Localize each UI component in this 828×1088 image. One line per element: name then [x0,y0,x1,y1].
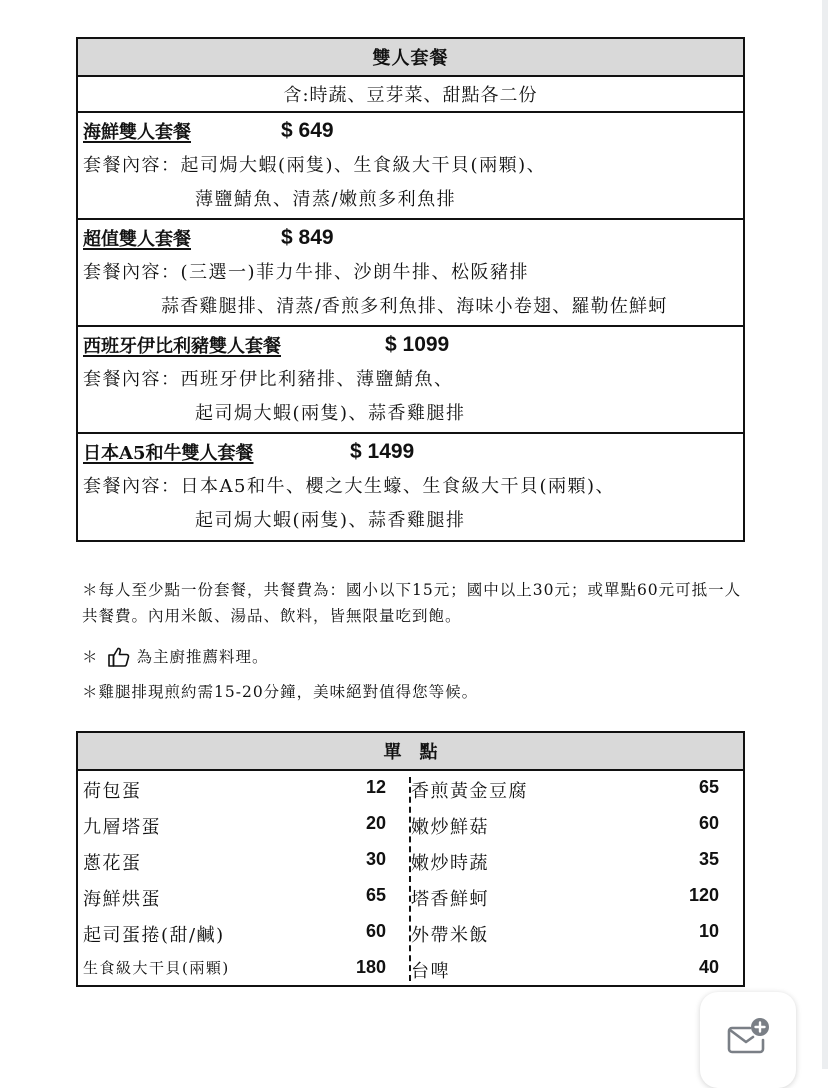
meal-price: $ 849 [281,226,334,249]
mail-add-icon [726,1016,772,1056]
ala-carte-body [78,771,743,985]
meal-wagyu [78,434,743,540]
item-name: 台啤 [411,961,450,982]
item-name: 嫩炒時蔬 [411,853,489,874]
meal-content-line1: 套餐內容：(三選一)菲力牛排、沙朗牛排、松阪豬排 [83,262,530,283]
item-price: 65 [698,777,719,797]
meal-name: 西班牙伊比利豬雙人套餐 [83,336,281,357]
list-item [83,807,386,843]
item-price: 12 [365,777,386,797]
ala-carte-left-column [83,771,386,987]
list-item [83,915,386,951]
item-name: 嫩炒鮮菇 [411,817,489,838]
list-item [83,879,386,915]
note-chef-text: 為主廚推薦料理。 [136,648,269,666]
list-item [83,951,386,987]
item-price: 180 [355,957,386,977]
meal-name: 海鮮雙人套餐 [83,122,191,143]
item-name: 塔香鮮蚵 [411,889,489,910]
item-price: 120 [688,885,719,905]
item-name: 九層塔蛋 [83,817,161,838]
meal-content-line1: 套餐內容：日本A5和牛、櫻之大生蠔、生食級大干貝(兩顆)、 [83,476,615,497]
set-menu-title: 雙人套餐 [78,39,743,77]
list-item [411,771,741,807]
item-price: 40 [698,957,719,977]
ala-carte-right-column [411,771,741,987]
meal-price: $ 1499 [350,440,415,463]
meal-iberico [78,327,743,434]
item-name: 外帶米飯 [411,925,489,946]
item-price: 60 [698,813,719,833]
menu-notes [82,577,762,705]
note-chef-recommend [82,644,762,670]
meal-price: $ 1099 [385,333,450,356]
list-item [83,771,386,807]
item-name: 香煎黃金豆腐 [411,781,528,802]
item-price: 65 [365,885,386,905]
list-item [411,879,741,915]
item-price: 10 [698,921,719,941]
meal-content-line2: 起司焗大蝦(兩隻)、蒜香雞腿排 [195,403,466,424]
list-item [411,807,741,843]
thumbs-up-icon [107,645,131,669]
item-name: 蔥花蛋 [83,853,142,874]
meal-seafood [78,113,743,220]
meal-name: 超值雙人套餐 [83,229,191,250]
set-menu-subtitle: 含:時蔬、豆芽菜、甜點各二份 [78,77,743,113]
ala-carte-title: 單點 [78,733,743,771]
meal-content-line2: 薄鹽鯖魚、清蒸/嫩煎多利魚排 [195,189,457,210]
list-item [411,951,741,987]
meal-price: $ 649 [281,119,334,142]
ala-carte-table [76,731,745,987]
item-name: 起司蛋捲(甜/鹹) [83,925,225,946]
add-mail-button[interactable] [700,992,796,1088]
item-price: 30 [365,849,386,869]
meal-content-line2: 起司焗大蝦(兩隻)、蒜香雞腿排 [195,510,466,531]
meal-value [78,220,743,327]
page-edge [822,0,828,1069]
item-name: 荷包蛋 [83,781,142,802]
item-name: 生食級大干貝(兩顆) [83,959,230,977]
item-price: 35 [698,849,719,869]
list-item [411,915,741,951]
item-name: 海鮮烘蛋 [83,889,161,910]
list-item [411,843,741,879]
list-item [83,843,386,879]
note-chicken-wait: ＊雞腿排現煎約需15-20分鐘，美味絕對值得您等候。 [82,683,479,701]
item-price: 20 [365,813,386,833]
meal-content-line1: 套餐內容：西班牙伊比利豬排、薄鹽鯖魚、 [83,369,454,390]
set-menu-table [76,37,745,542]
meal-content-line2: 蒜香雞腿排、清蒸/香煎多利魚排、海味小卷翅、羅勒佐鮮蚵 [161,296,668,317]
meal-content-line1: 套餐內容：起司焗大蝦(兩隻)、生食級大干貝(兩顆)、 [83,155,547,176]
meal-name: 日本A5和牛雙人套餐 [83,443,254,464]
item-price: 60 [365,921,386,941]
note-bullet: ＊ [82,648,99,666]
note-shared-fee: ＊每人至少點一份套餐，共餐費為：國小以下15元；國中以上30元；或單點60元可抵一人共餐費。內用米飯、湯品、飲料，皆無限量吃到飽。 [82,581,742,625]
